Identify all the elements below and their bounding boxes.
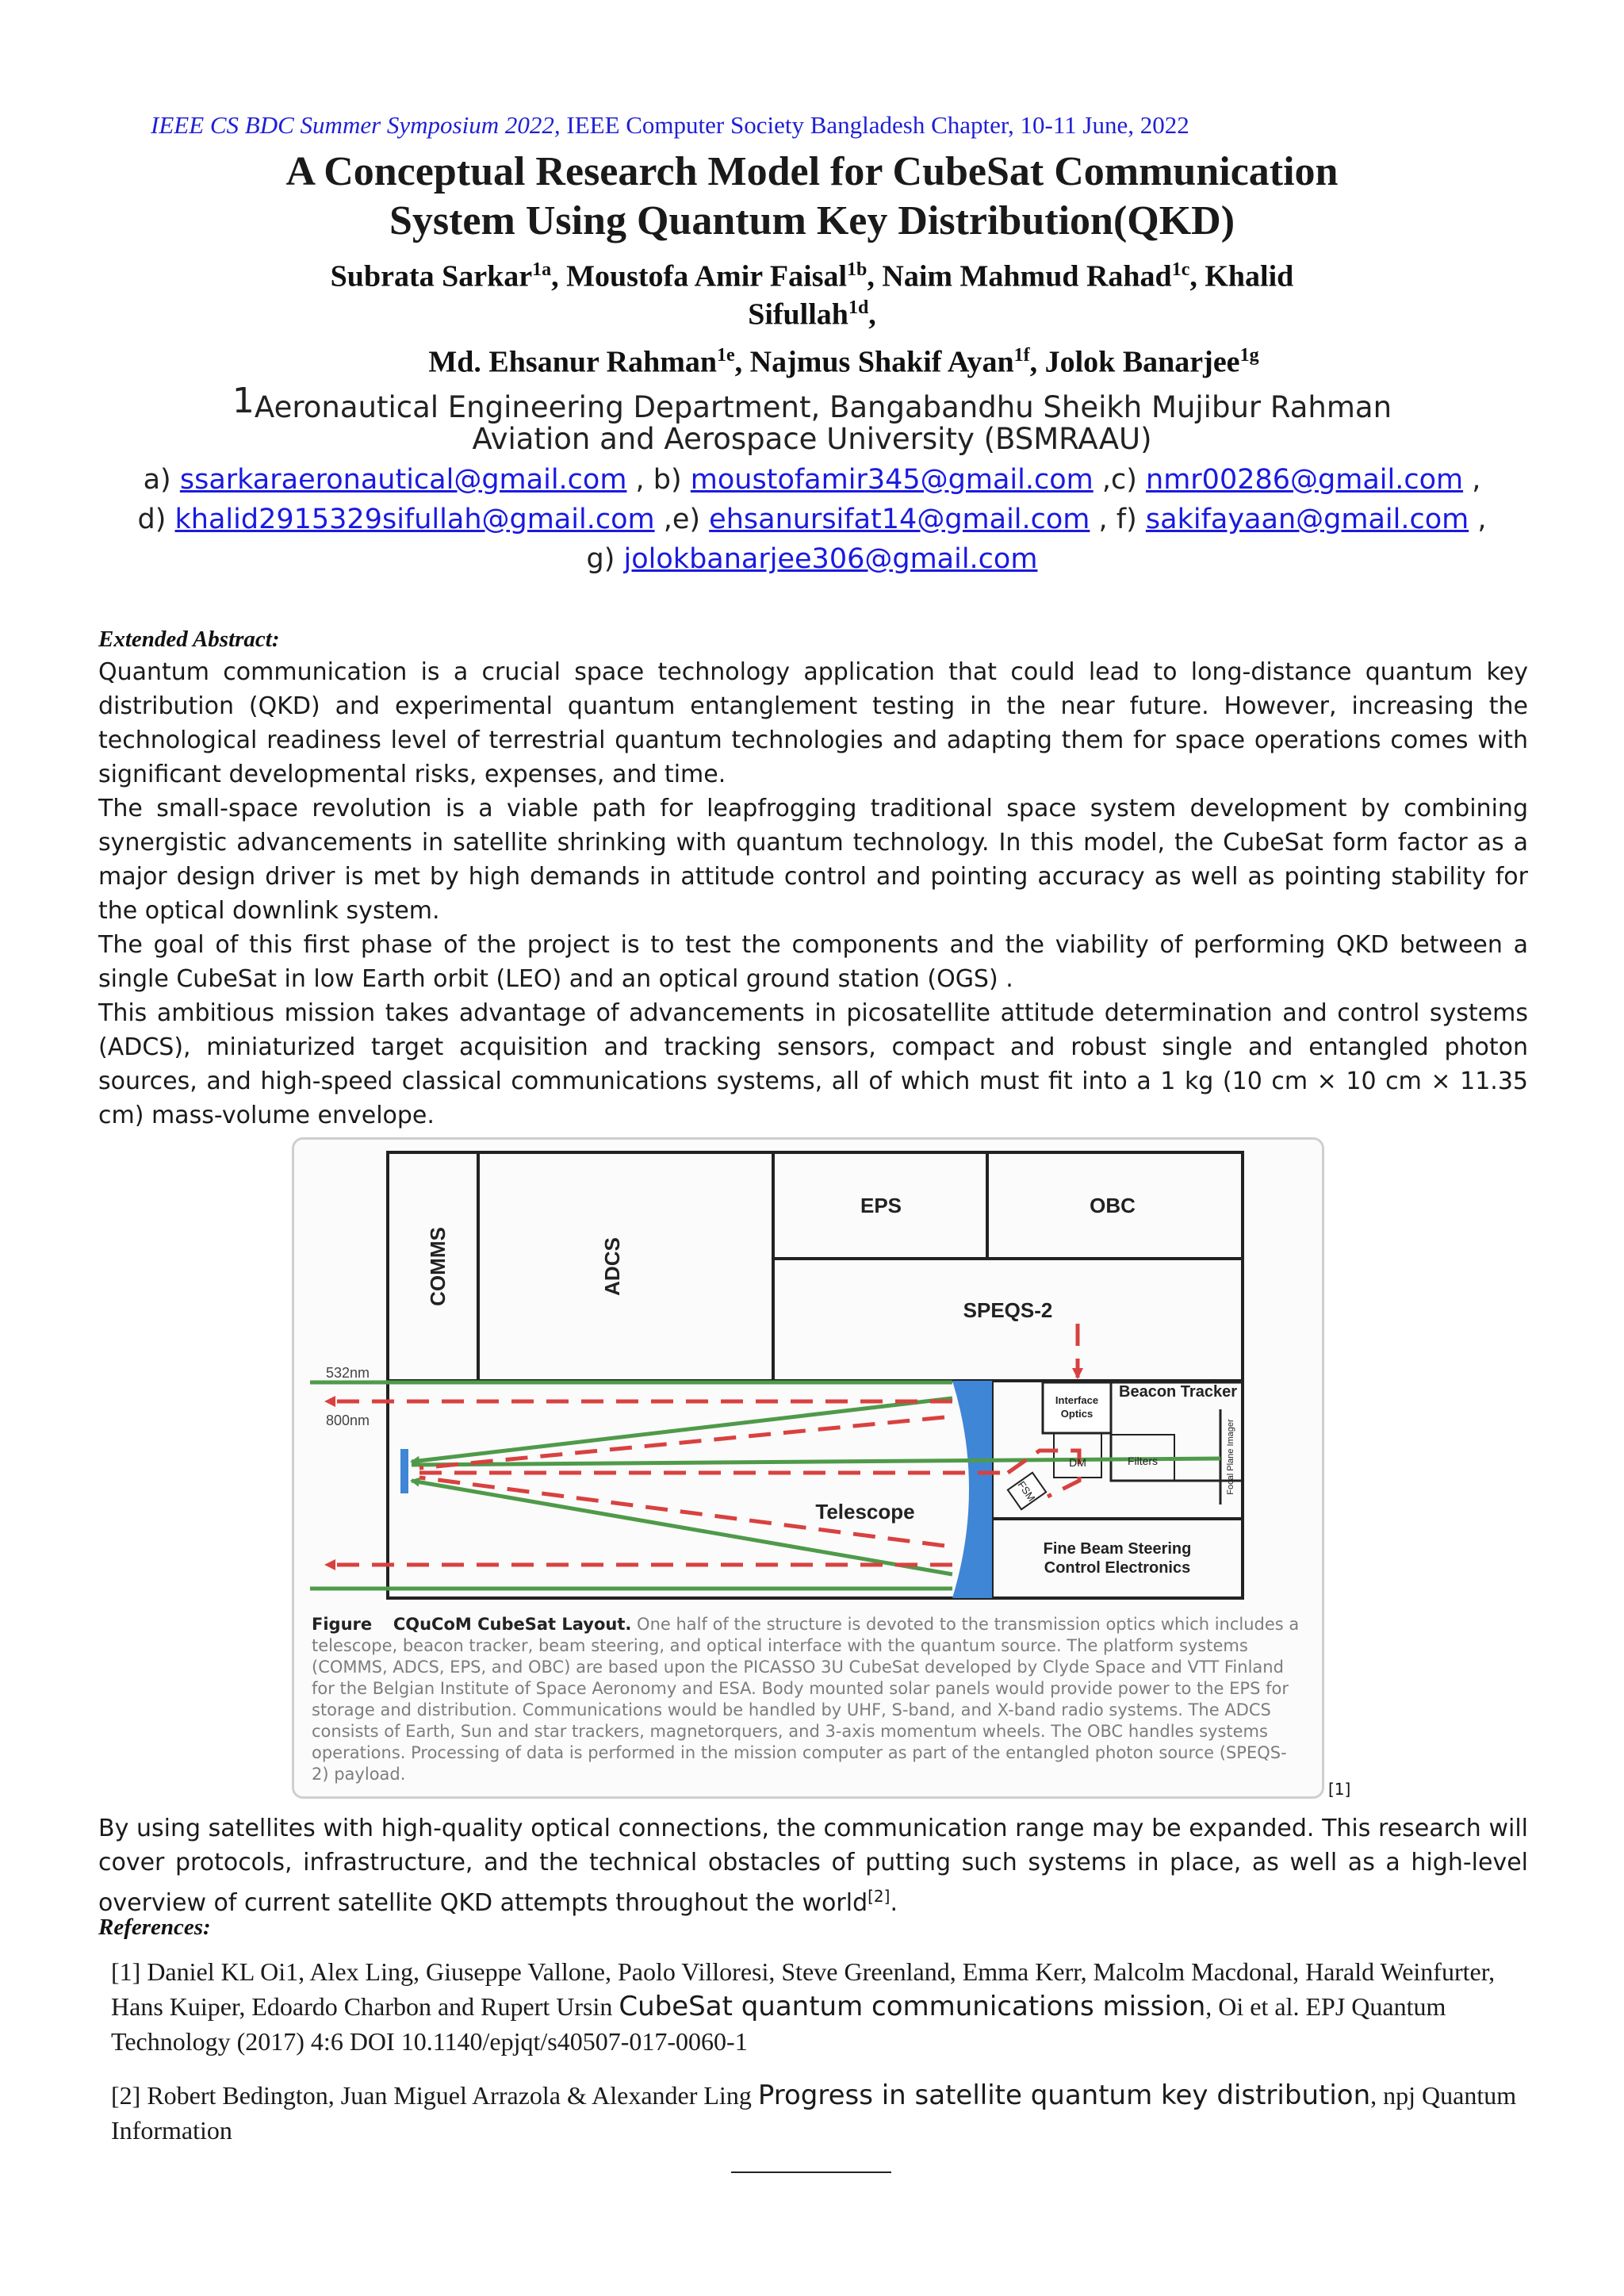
obc-label: OBC <box>1090 1194 1136 1217</box>
email-label: d) <box>137 504 175 535</box>
author-affil-mark: 1b <box>847 259 868 280</box>
email-separator: , <box>1463 464 1481 496</box>
reference-authors: [2] Robert Bedington, Juan Miguel Arrazola & Alexander Ling <box>111 2081 758 2110</box>
email-label: , f) <box>1090 504 1146 535</box>
reference-details: , Oi et al. EPJ Quantum Technology (2017) 4:6 DOI 10.1140/epjqt/s40507-017-0060-1 <box>111 1992 1446 2056</box>
author-name: Khalid <box>1205 259 1294 293</box>
paper-title-line-1: A Conceptual Research Model for CubeSat Communication <box>285 149 1339 194</box>
affiliation-mark: 1 <box>232 381 255 421</box>
adcs-label: ADCS <box>600 1237 624 1296</box>
conference-name: IEEE CS BDC Summer Symposium 2022, <box>151 111 561 139</box>
conference-details: IEEE Computer Society Bangladesh Chapter, 10-11 June, 2022 <box>560 111 1189 139</box>
email-label: g) <box>586 543 624 575</box>
email-separator: , <box>1469 504 1487 535</box>
emails-line-2 <box>0 500 1624 539</box>
reference-title: CubeSat quantum communications mission <box>619 1991 1206 2022</box>
author-name: Md. Ehsanur Rahman <box>428 345 718 379</box>
reference-authors: [1] Daniel KL Oi1, Alex Ling, Giuseppe Vallone, Paolo Villoresi, Steve Greenland, Emma Kerr, Malcolm Macdonal, Harald Weinfurter, Hans Kuiper, Edoardo Charbon and Rupert Ursin <box>111 1957 1496 2021</box>
email-label: ,c) <box>1093 464 1147 496</box>
speqs-label: SPEQS-2 <box>963 1298 1053 1322</box>
eps-label: EPS <box>860 1194 902 1217</box>
caption-title: CQuCoM CubeSat Layout. <box>393 1615 632 1634</box>
focal-plane-label: Focal Plane Imager <box>1226 1419 1235 1495</box>
affiliation-text: Aeronautical Engineering Department, Bangabandhu Sheikh Mujibur Rahman <box>254 390 1392 424</box>
abstract-paragraph-1: Quantum communication is a crucial space technology application that could lead to long-distance quantum key distribution (QKD) and experimental quantum entanglement testing in the near future. However, increasing the technological readiness level of terrestrial quantum technologies and adapting them for space operations comes with significant developmental risks, expenses, and time. <box>98 658 1528 788</box>
reference-title: Progress in satellite quantum key distribution <box>757 2079 1371 2111</box>
cubesat-diagram <box>294 1140 1322 1616</box>
author-affil-mark: 1f <box>1013 345 1030 366</box>
caption-label: Figure <box>312 1615 373 1634</box>
reference-details: , npj Quantum Information <box>111 2081 1517 2145</box>
authors-line-2: Sifullah$^{1d}$, <box>748 297 876 332</box>
abstract-paragraph-3: The goal of this first phase of the project is to test the components and the viability of performing QKD between a single CubeSat in low Earth orbit (LEO) and an optical ground station (OGS) . <box>98 931 1528 993</box>
email-link-c[interactable]: nmr00286@gmail.com <box>1146 464 1464 496</box>
email-link-e[interactable]: ehsanursifat14@gmail.com <box>709 504 1090 535</box>
figure-citation: [1] <box>1328 1780 1351 1799</box>
interface-label: Interface <box>1055 1394 1099 1406</box>
reference-1 <box>111 1954 1530 2059</box>
beacon-tracker-label: Beacon Tracker <box>1119 1383 1237 1401</box>
authors-line-1: Subrata Sarkar$^{1a}$, Moustofa Amir Faisal$^{1b}$, Naim Mahmud Rahad$^{1c}$, Khalid <box>330 259 1294 293</box>
comms-label: COMMS <box>426 1227 450 1306</box>
dm-label: DM <box>1069 1456 1086 1469</box>
author-affil-mark: 1d <box>848 297 869 318</box>
affiliation-line-2: Aviation and Aerospace University (BSMRAAU) <box>472 422 1152 456</box>
caption-text: One half of the structure is devoted to the transmission optics which includes a telescope, beacon tracker, beam steering, and optical interface with the quantum source. The platform systems (COMMS, ADCS, EPS, and OBC) are based upon the PICASSO 3U CubeSat developed by Clyde Space and VTT Finland for the Belgian Institute of Space Aeronomy and ESA. Body mounted solar panels would provide power to the EPS for storage and distribution. Communications would be handled by UHF, S-band, and X-band radio systems. The ADCS consists of Earth, Sun and star trackers, magnetorquers, and 3-axis momentum wheels. The OBC handles systems operations. Processing of data is performed in the mission computer as part of the entangled photon source (SPEQS-2) payload. <box>312 1615 1300 1784</box>
paper-title-line-2: System Using Quantum Key Distribution(QKD) <box>389 198 1235 243</box>
footer-divider <box>731 2171 891 2173</box>
authors-line-3: Md. Ehsanur Rahman$^{1e}$, Najmus Shakif Ayan$^{1f}$, Jolok Banarjee$^{1g}$ <box>428 345 1259 379</box>
closing-paragraph <box>98 1811 1528 1920</box>
closing-citation: [2] <box>868 1887 891 1906</box>
telescope-label: Telescope <box>815 1500 915 1524</box>
primary-mirror <box>952 1381 992 1598</box>
author-name: Jolok Banarjee <box>1044 345 1240 379</box>
author-affil-mark: 1a <box>532 259 552 280</box>
email-label: ,e) <box>654 504 710 535</box>
fsm-label: FSM <box>1015 1478 1038 1504</box>
author-affil-mark: 1e <box>717 345 735 366</box>
closing-period: . <box>890 1889 898 1917</box>
cubesat-layout-figure <box>292 1137 1324 1799</box>
author-name: Moustofa Amir Faisal <box>566 259 848 293</box>
email-link-a[interactable]: ssarkaraeronautical@gmail.com <box>179 464 627 496</box>
email-link-f[interactable]: sakifayaan@gmail.com <box>1145 504 1469 535</box>
email-link-g[interactable]: jolokbanarjee306@gmail.com <box>623 543 1038 575</box>
figure-caption <box>312 1614 1303 1785</box>
cubesat-frame <box>388 1152 1243 1598</box>
conference-header <box>151 111 1499 140</box>
author-name: Naim Mahmud Rahad <box>882 259 1172 293</box>
emails-line-1 <box>0 460 1624 500</box>
emails-line-3 <box>0 539 1624 579</box>
filters-label: Filters <box>1127 1455 1159 1467</box>
author-name: Najmus Shakif Ayan <box>749 345 1014 379</box>
email-link-d[interactable]: khalid2915329sifullah@gmail.com <box>174 504 655 535</box>
optics-label: Optics <box>1060 1408 1094 1420</box>
author-affil-mark: 1g <box>1239 345 1259 366</box>
author-affil-mark: 1c <box>1171 259 1190 280</box>
wavelength-800-label: 800nm <box>326 1412 370 1428</box>
references-heading: References: <box>98 1915 211 1940</box>
abstract-paragraph-2: The small-space revolution is a viable path for leapfrogging traditional space system development by combining synergistic advancements in satellite shrinking with quantum technology. In this model, the CubeSat form factor as a major design driver is met by high demands in attitude control and pointing accuracy as well as pointing stability for the optical downlink system. <box>98 795 1528 925</box>
secondary-mirror <box>400 1449 408 1493</box>
reference-2 <box>111 2078 1530 2148</box>
abstract-heading: Extended Abstract: <box>98 627 280 652</box>
closing-text: By using satellites with high-quality optical connections, the communication range may be expanded. This research will cover protocols, infrastructure, and the technical obstacles of putting such systems in place, as well as a high-level overview of current satellite QKD attempts throughout the world <box>98 1815 1528 1917</box>
fine-beam-label-2: Control Electronics <box>1044 1559 1191 1577</box>
abstract-paragraph-4: This ambitious mission takes advantage of advancements in picosatellite attitude determination and control systems (ADCS), miniaturized target acquisition and tracking sensors, compact and robust single and entangled photon sources, and high-speed classical communications systems, all of which must fit into a 1 kg (10 cm × 10 cm × 11.35 cm) mass-volume envelope. <box>98 999 1528 1129</box>
author-name: Subrata Sarkar <box>330 259 533 293</box>
email-label: , b) <box>626 464 691 496</box>
wavelength-532-label: 532nm <box>326 1365 370 1381</box>
fine-beam-label-1: Fine Beam Steering <box>1043 1540 1192 1558</box>
author-name: Sifullah <box>748 297 848 332</box>
email-link-b[interactable]: moustofamir345@gmail.com <box>690 464 1094 496</box>
email-label: a) <box>143 464 180 496</box>
